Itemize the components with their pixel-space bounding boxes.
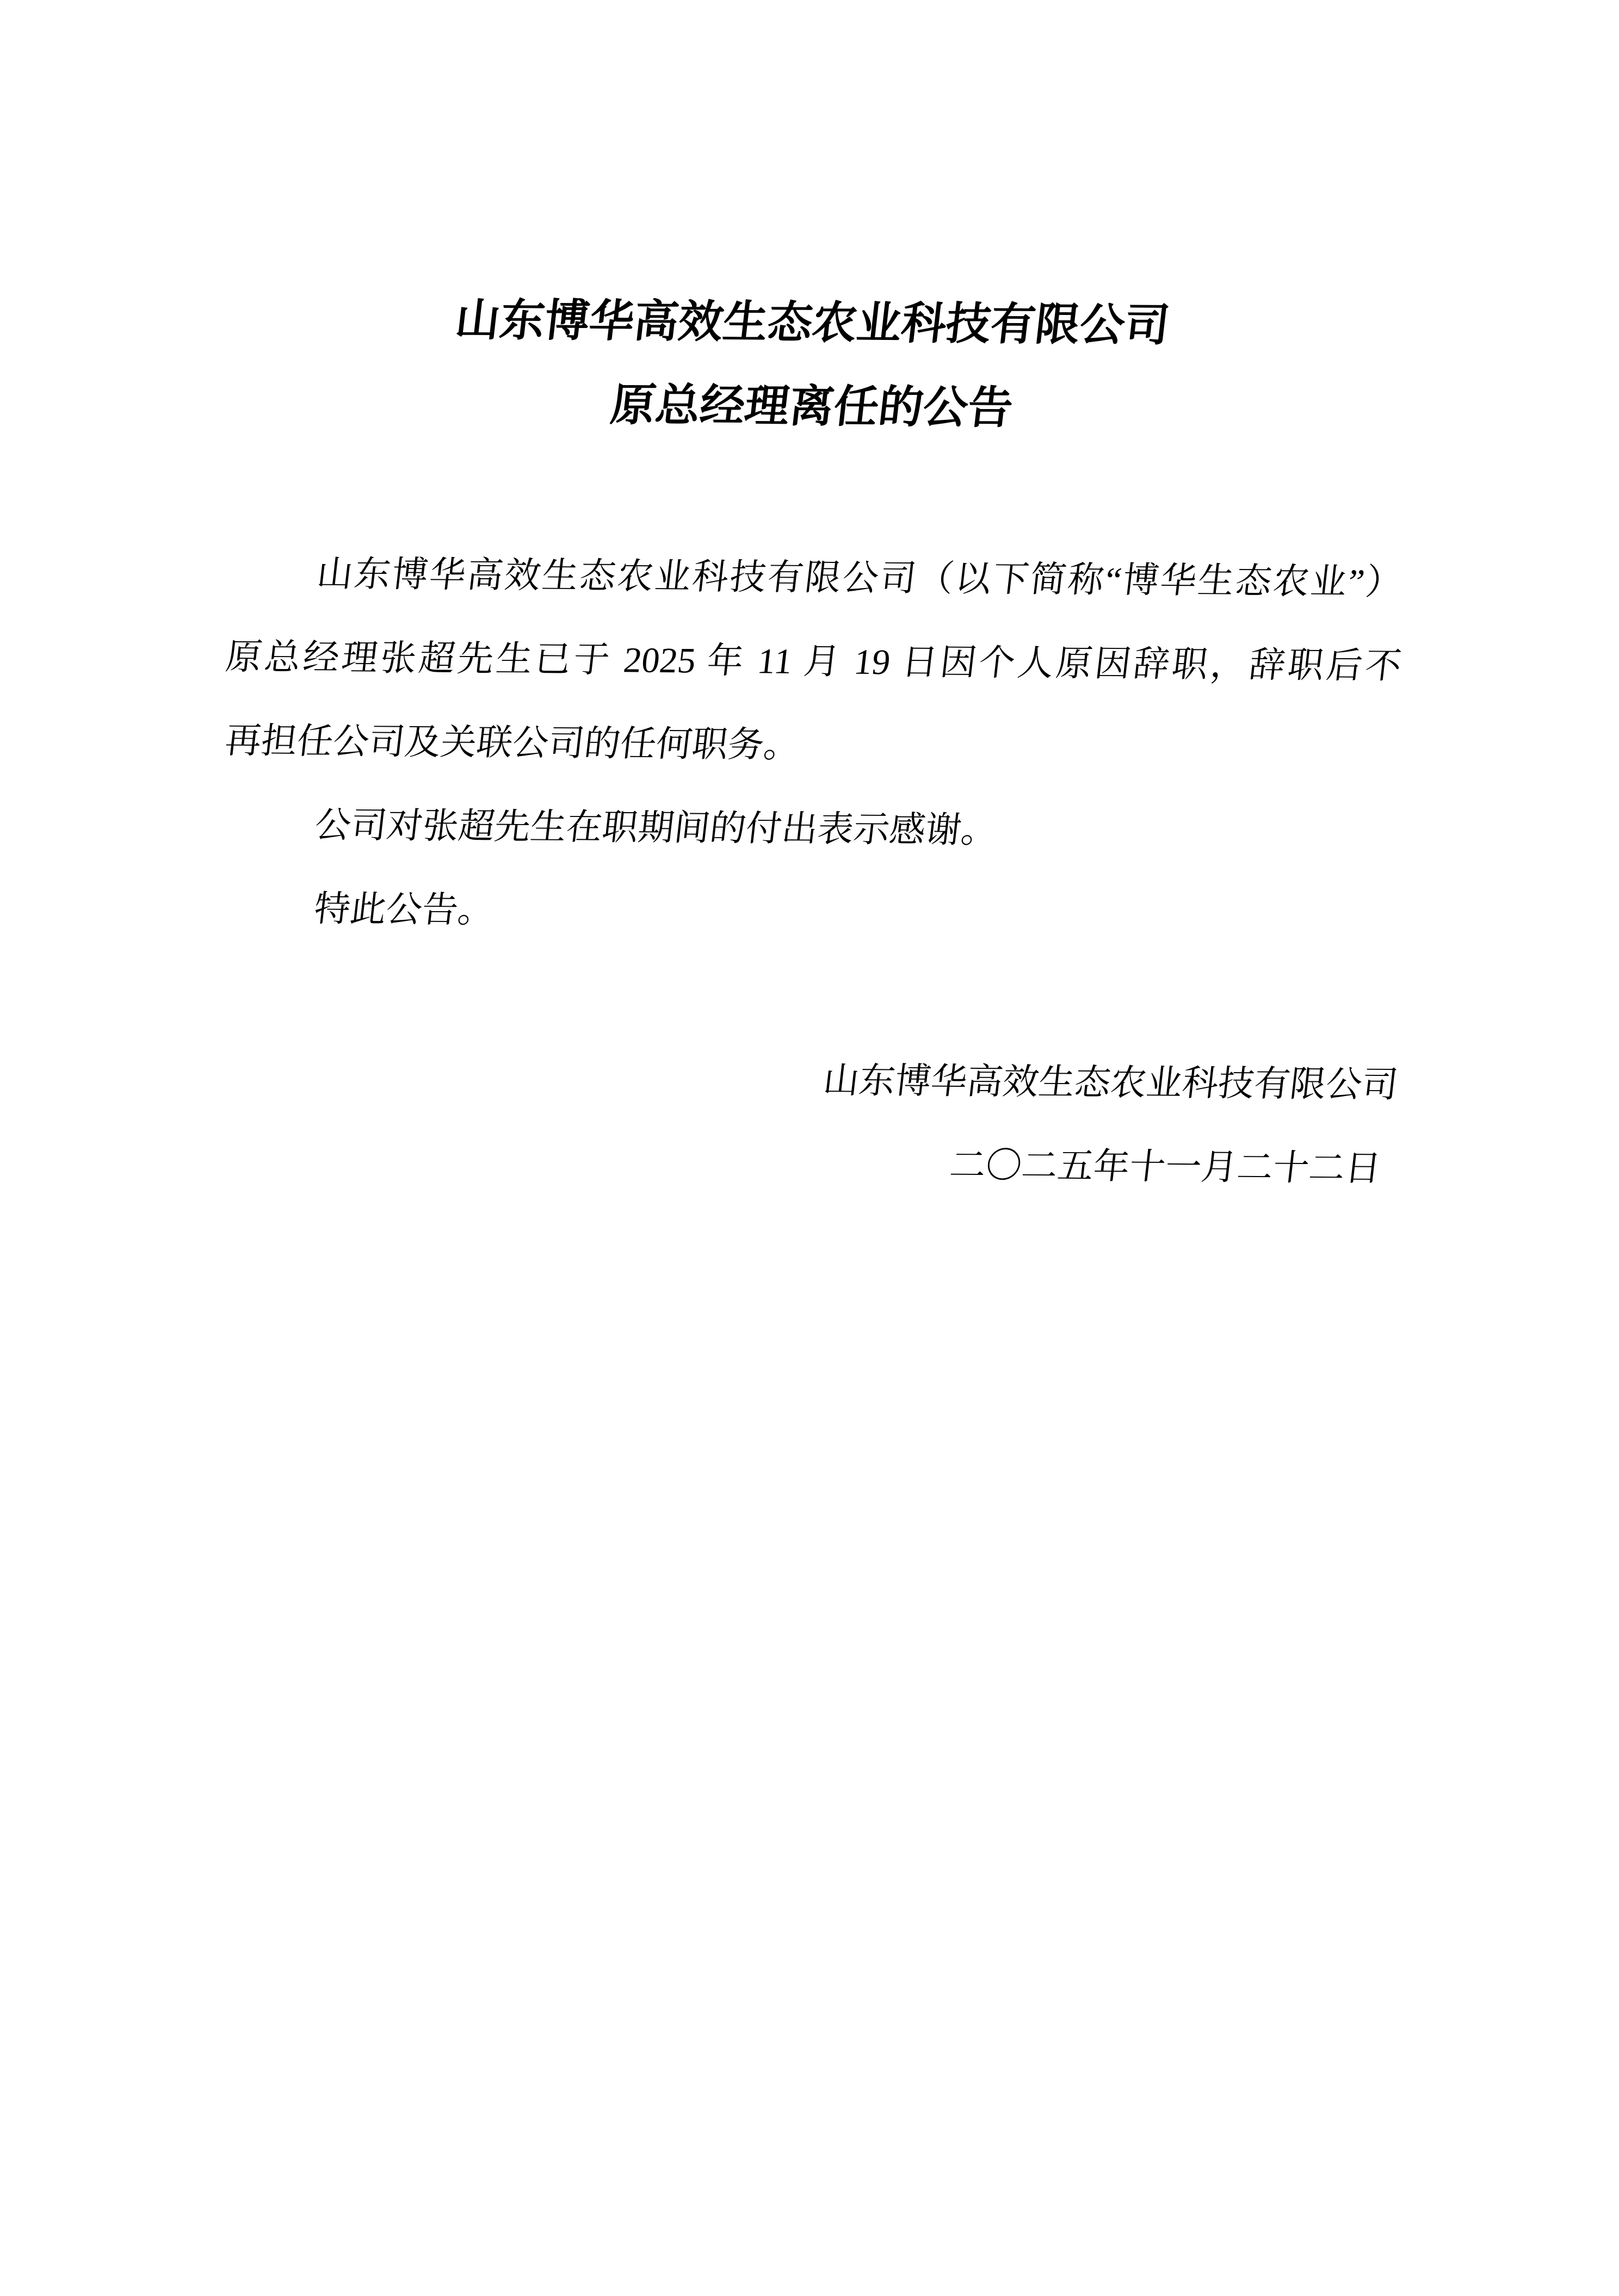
paragraph1-line3: 再担任公司及关联公司的任何职务。 — [223, 721, 802, 765]
paragraph3-hereby-announced: 特此公告。 — [312, 889, 496, 931]
blank-line — [219, 951, 1403, 1044]
paragraph2-thanks: 公司对张超先生在职期间的付出表示感谢。 — [312, 805, 1000, 851]
document-body — [222, 532, 1402, 1211]
paragraph1-line2: 原总经理张超先生已于 2025 年 11 月 19 日因个人原因辞职，辞职后不 — [224, 637, 1404, 686]
document-title-company: 山东博华高效生态农业科技有限公司 — [453, 295, 1172, 351]
paragraph1-line1: 山东博华高效生态农业科技有限公司（以下简称“博华生态农业”） — [314, 554, 1404, 603]
signature-date: 二〇二五年十一月二十二日 — [948, 1146, 1383, 1189]
document-title-subject: 原总经理离任的公告 — [608, 380, 1016, 433]
signature-company-name: 山东博华高效生态农业科技有限公司 — [821, 1061, 1400, 1105]
